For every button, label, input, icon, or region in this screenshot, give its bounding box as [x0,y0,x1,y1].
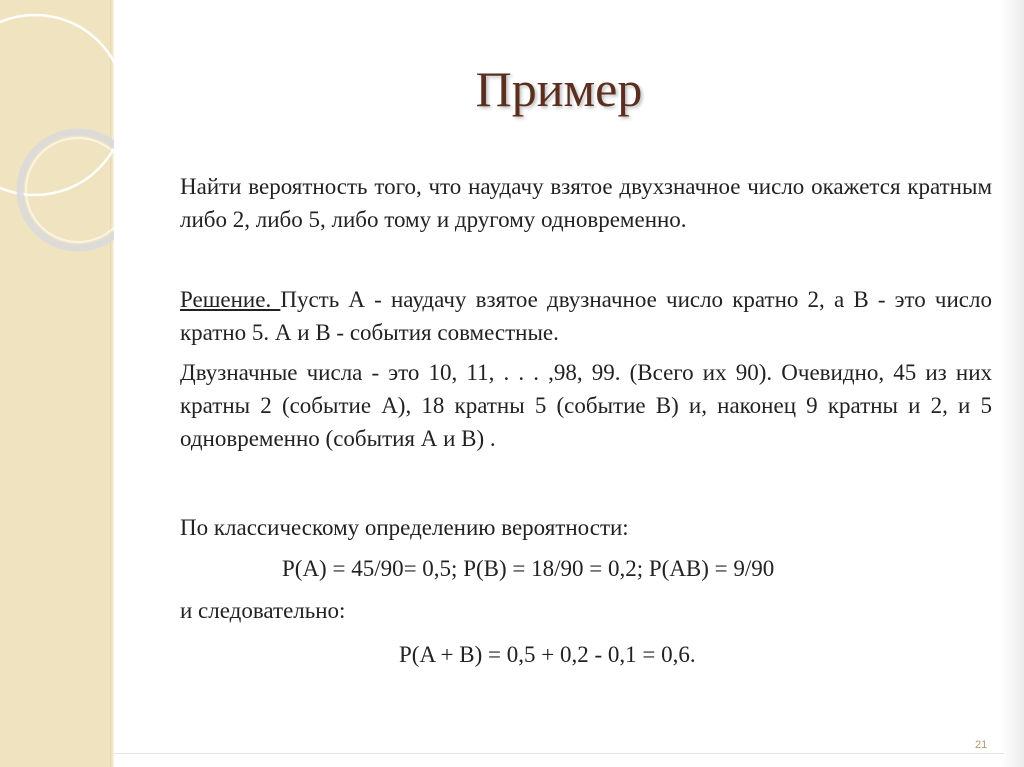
page-number: 21 [975,739,988,751]
classic-definition-text: По классическому определению вероятности: [180,515,629,540]
result-formula: P(A + B) = 0,5 + 0,2 - 0,1 = 0,6. [399,642,696,667]
numbers-paragraph: Двузначные числа - это 10, 11, . . . ,98, 99. (Всего их 90). Очевидно, 45 из них кратны 2 (событие А), 18 кратны 5 (событие В) и, наконец 9 кратны и 2, и 5 одновременно (события А и В) . [180,360,992,451]
solution-text: Пусть А - наудачу взятое двузначное число кратно 2, а В - это число кратно 5. А и В - события совместные. [180,287,992,345]
problem-statement: Найти вероятность того, что наудачу взятое двухзначное число окажется кратным либо 2, либо 5, либо тому и другому одновременно. [180,174,992,232]
decorative-circle-large [0,15,114,195]
solution-label: Решение. [180,287,281,312]
decorative-circle-small [26,138,114,242]
consequently-text: и следовательно: [180,598,346,623]
bottom-rule [114,753,1004,754]
decorative-circles [0,0,114,767]
probability-formula: P(A) = 45/90= 0,5; P(B) = 18/90 = 0,2; P(AB) = 9/90 [282,556,775,581]
slide-title: Пример [475,61,643,117]
solution-paragraph [180,283,992,349]
